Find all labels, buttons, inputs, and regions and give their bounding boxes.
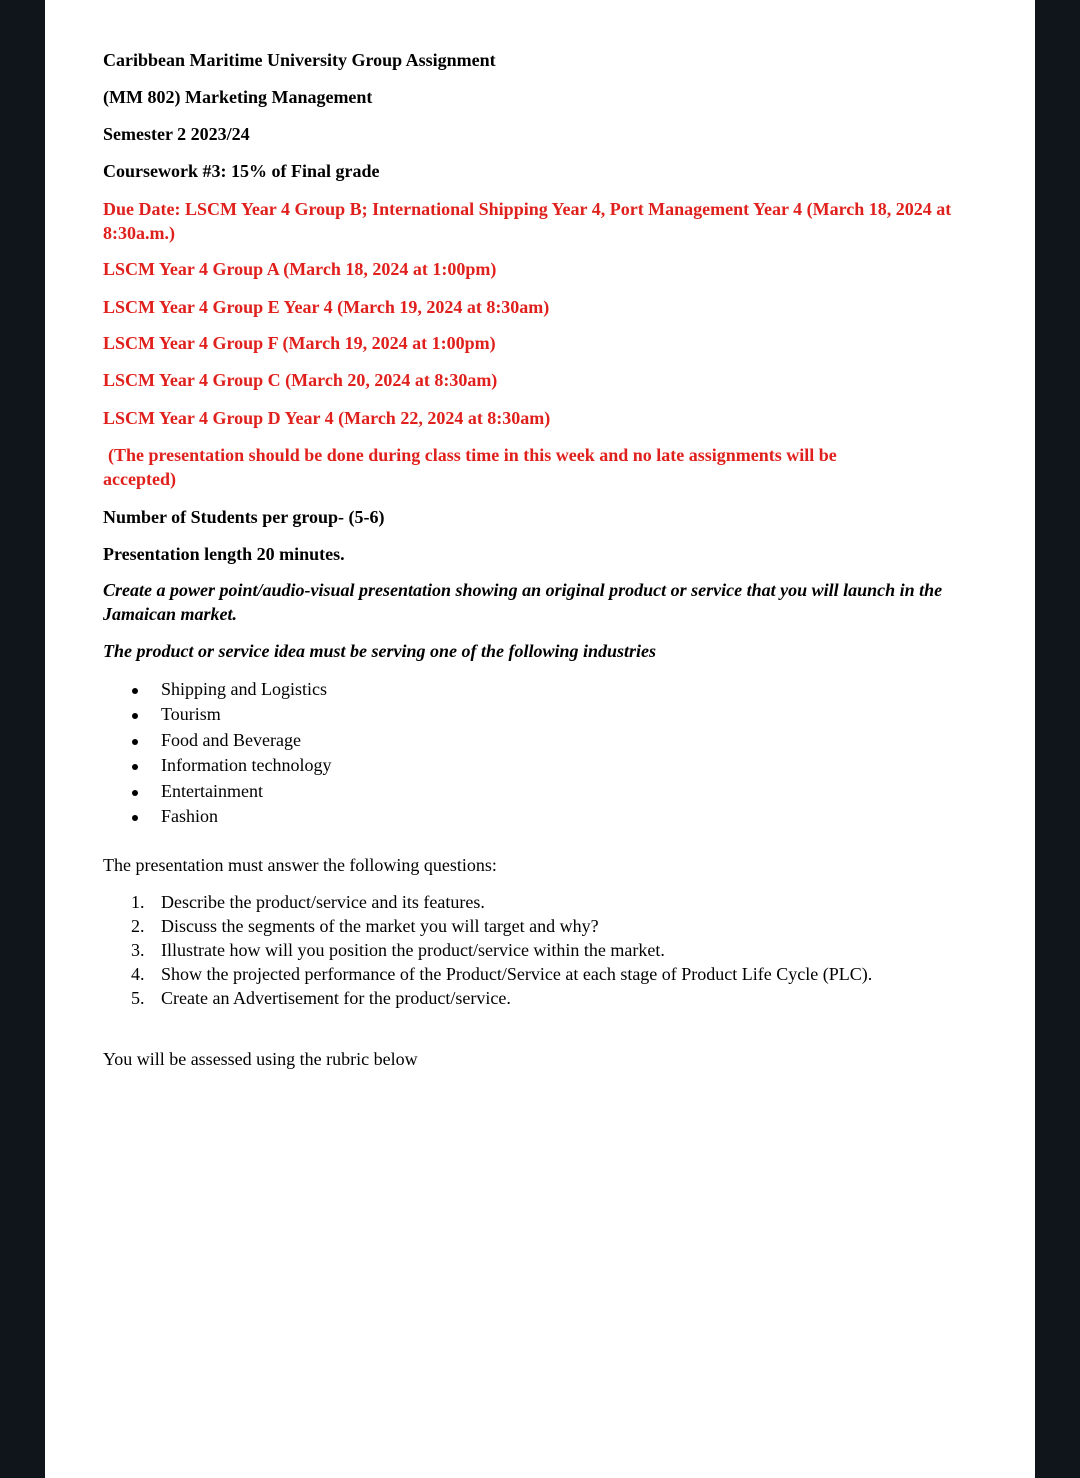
due-date-group-a: LSCM Year 4 Group A (March 18, 2024 at 1:00pm) [103, 259, 497, 279]
due-date-group-c: LSCM Year 4 Group C (March 20, 2024 at 8:30am) [103, 370, 498, 390]
presentation-length: Presentation length 20 minutes. [103, 544, 345, 564]
industries-intro: The product or service idea must be serving one of the following industries [103, 641, 657, 661]
assignment-title: Caribbean Maritime University Group Assignment [103, 50, 496, 70]
course-name: (MM 802) Marketing Management [103, 87, 373, 107]
task-description: Create a power point/audio-visual presentation showing an original product or service that you will launch in the Jamaican market. [103, 580, 943, 624]
bullet-icon [132, 688, 138, 694]
late-policy-note: (The presentation should be done during class time in this week and no late assignments will be accepted) [103, 445, 837, 489]
bullet-icon [132, 790, 138, 796]
due-date-group-d: LSCM Year 4 Group D Year 4 (March 22, 2024 at 8:30am) [103, 408, 551, 428]
list-item: Entertainment [103, 779, 331, 804]
questions-intro: The presentation must answer the following questions: [103, 855, 497, 875]
list-item: Food and Beverage [103, 728, 331, 753]
list-item: Information technology [103, 753, 331, 778]
coursework-weight: Coursework #3: 15% of Final grade [103, 161, 380, 181]
questions-list [103, 890, 872, 1010]
due-date-group-f: LSCM Year 4 Group F (March 19, 2024 at 1:00pm) [103, 333, 496, 353]
list-item: 2. Discuss the segments of the market you will target and why? [131, 916, 599, 936]
industries-list [103, 677, 331, 829]
bullet-icon [132, 764, 138, 770]
list-item: Fashion [103, 804, 331, 829]
semester: Semester 2 2023/24 [103, 124, 250, 144]
document-page [45, 0, 1035, 1478]
list-item: Shipping and Logistics [103, 677, 331, 702]
due-date-group-e: LSCM Year 4 Group E Year 4 (March 19, 2024 at 8:30am) [103, 297, 550, 317]
bullet-icon [132, 815, 138, 821]
list-item: 5. Create an Advertisement for the product/service. [131, 988, 511, 1008]
list-item: 1. Describe the product/service and its features. [131, 892, 485, 912]
due-date-main: Due Date: LSCM Year 4 Group B; International Shipping Year 4, Port Management Year 4 (March 18, 2024 at 8:30a.m.) [103, 199, 952, 243]
students-per-group: Number of Students per group- (5-6) [103, 507, 385, 527]
list-item: 3. Illustrate how will you position the product/service within the market. [131, 940, 665, 960]
bullet-icon [132, 739, 138, 745]
rubric-note: You will be assessed using the rubric below [103, 1049, 418, 1069]
list-item: Tourism [103, 702, 331, 727]
bullet-icon [132, 713, 138, 719]
list-item: 4. Show the projected performance of the Product/Service at each stage of Product Life Cycle (PLC). [131, 964, 873, 984]
